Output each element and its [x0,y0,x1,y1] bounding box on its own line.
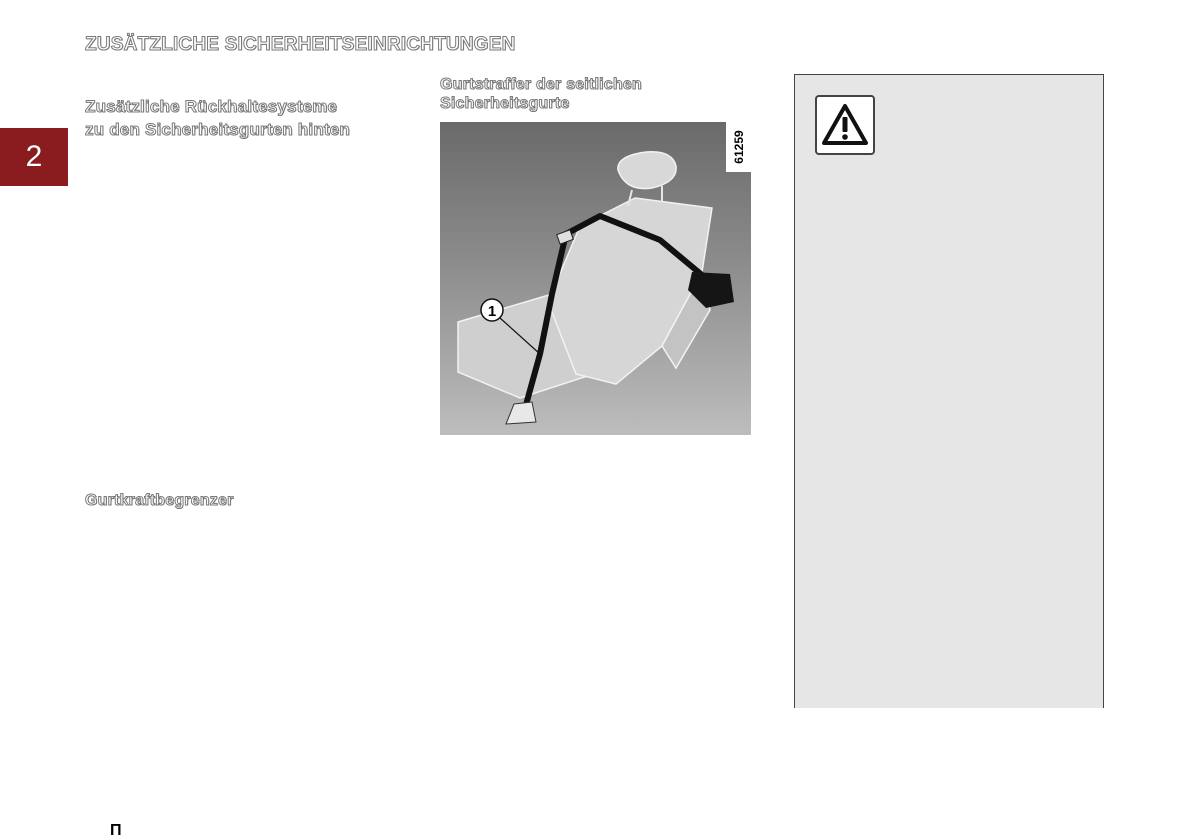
seat-belt-figure [440,122,751,435]
seat-illustration [440,122,751,435]
heading-line-2: Sicherheitsgurte [440,95,570,112]
figure-number-box [726,122,751,172]
figure-number: 61259 [731,130,746,164]
section-heading-load-limiter: Gurtkraftbegrenzer [85,492,234,509]
heading-line-2: zu den Sicherheitsgurten hinten [85,120,351,139]
callout-number: 1 [487,303,497,320]
chapter-tab [0,128,68,186]
belt-buckle [506,402,536,424]
warning-triangle-icon [815,95,875,155]
page-title: ZUSÄTZLICHE SICHERHEITSEINRICHTUNGEN [85,34,516,55]
heading-line-1: Zusätzliche Rückhaltesysteme [85,97,338,116]
heading-line-1: Gurtstraffer der seitlichen [440,76,642,93]
section-heading-pretensioners [440,75,740,113]
headrest-shape [618,152,676,189]
chapter-number: 2 [25,140,43,173]
section-heading-rear-restraints [85,95,405,141]
warning-panel [794,74,1104,708]
belt-guide-clip [557,230,574,244]
footer-mark: Π [110,822,122,839]
